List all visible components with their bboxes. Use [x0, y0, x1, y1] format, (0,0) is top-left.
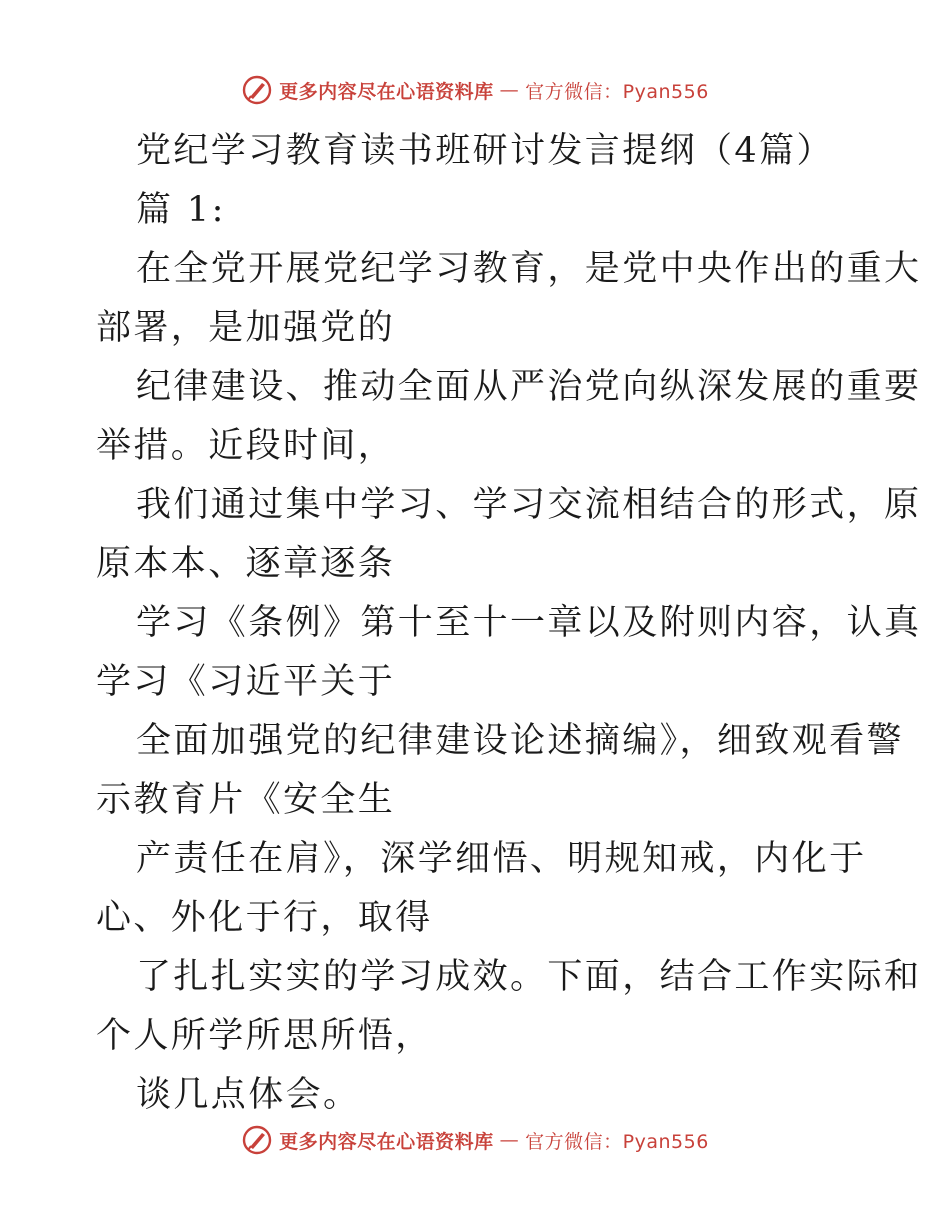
section-heading: 篇 1:	[136, 190, 226, 230]
paragraph-line: 学习《习近平关于	[96, 662, 396, 702]
paragraph-line: 在全党开展党纪学习教育，是党中央作出的重大	[136, 249, 922, 289]
watermark-title: 更多内容尽在心语资料库	[279, 1130, 494, 1153]
document-body	[96, 122, 922, 1125]
watermark-official: 官方微信：Pyan556	[525, 80, 709, 103]
watermark-footer	[0, 1120, 950, 1160]
doc-title: 党纪学习教育读书班研讨发言提纲（4篇）	[136, 131, 834, 171]
paragraph-line: 纪律建设、推动全面从严治党向纵深发展的重要	[136, 367, 922, 407]
paragraph-line: 示教育片《安全生	[96, 780, 396, 820]
paragraph-line: 了扎扎实实的学习成效。下面，结合工作实际和	[136, 957, 922, 997]
paragraph-line: 学习《条例》第十至十一章以及附则内容，认真	[136, 603, 922, 643]
paragraph-line: 全面加强党的纪律建设论述摘编》，细致观看警	[136, 721, 904, 761]
paragraph-line: 心、外化于行，取得	[96, 898, 433, 938]
paragraph-line: 产责任在肩》，深学细悟、明规知戒，内化于	[136, 839, 867, 879]
watermark-dash: —	[499, 79, 520, 101]
quill-circle-icon	[241, 1124, 273, 1156]
paragraph-line: 我们通过集中学习、学习交流相结合的形式，原	[136, 485, 922, 525]
paragraph-line: 部署，是加强党的	[96, 308, 396, 348]
watermark-header	[0, 70, 950, 110]
paragraph-line: 举措。近段时间，	[96, 426, 396, 466]
paragraph-line: 谈几点体会。	[136, 1075, 361, 1115]
watermark-official: 官方微信：Pyan556	[525, 1130, 709, 1153]
quill-circle-icon	[241, 74, 273, 106]
watermark-dash: —	[499, 1129, 520, 1151]
paragraph-line: 个人所学所思所悟，	[96, 1016, 433, 1056]
paragraph-line: 原本本、逐章逐条	[96, 544, 396, 584]
watermark-title: 更多内容尽在心语资料库	[279, 80, 494, 103]
